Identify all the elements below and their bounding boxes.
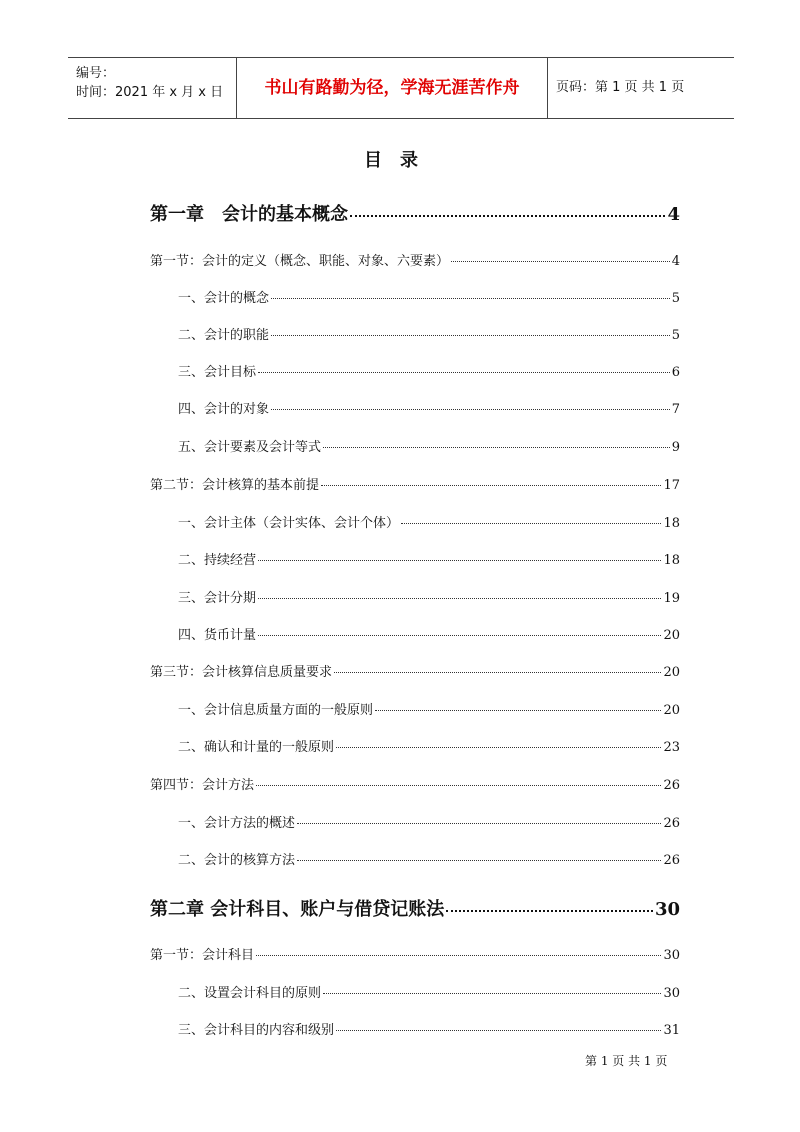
toc-entry-label: 一、会计主体（会计实体、会计个体） <box>178 516 400 531</box>
toc-entry-page: 5 <box>671 291 680 306</box>
toc-entry-item[interactable] <box>178 736 680 755</box>
toc-entry-item[interactable] <box>178 812 680 831</box>
dot-leader <box>375 710 661 711</box>
toc-entry-label: 第三节：会计核算信息质量要求 <box>150 665 333 680</box>
toc-entry-label: 一、会计信息质量方面的一般原则 <box>178 703 374 718</box>
toc-entry-item[interactable] <box>178 398 680 417</box>
toc-entry-item[interactable] <box>178 324 680 343</box>
dot-leader <box>258 372 670 373</box>
toc-entry-item[interactable] <box>178 624 680 643</box>
toc-entry-label: 二、持续经营 <box>178 553 257 568</box>
toc-entry-item[interactable] <box>178 699 680 718</box>
toc-entry-label: 第二节：会计核算的基本前提 <box>150 478 320 493</box>
toc-entry-page: 4 <box>671 254 680 269</box>
toc-entry-section[interactable] <box>150 774 680 793</box>
toc-entry-label: 四、货币计量 <box>178 628 257 643</box>
toc-entry-page: 26 <box>663 816 680 831</box>
dot-leader <box>256 955 661 956</box>
toc-entry-page: 23 <box>663 740 680 755</box>
toc-entry-section[interactable] <box>150 474 680 493</box>
dot-leader <box>323 447 670 448</box>
dot-leader <box>258 598 661 599</box>
motto: 书山有路勤为径，学海无涯苦作舟 <box>237 58 548 118</box>
toc-entry-chapter[interactable] <box>150 895 680 921</box>
dot-leader <box>350 215 665 217</box>
dot-leader <box>297 823 661 824</box>
page-title: 目录 <box>364 150 436 171</box>
toc-entry-page: 26 <box>663 853 680 868</box>
toc-entry-page: 19 <box>663 591 680 606</box>
dot-leader <box>446 910 653 912</box>
dot-leader <box>271 409 670 410</box>
toc-entry-label: 第四节：会计方法 <box>150 778 255 793</box>
toc-entry-label: 五、会计要素及会计等式 <box>178 440 322 455</box>
dot-leader <box>256 785 661 786</box>
number-label: 编号： <box>76 66 116 81</box>
toc-entry-item[interactable] <box>178 982 680 1001</box>
toc-entry-section[interactable] <box>150 944 680 963</box>
toc-entry-page: 30 <box>663 948 680 963</box>
toc-entry-label: 第一章 会计的基本概念 <box>150 204 348 225</box>
toc-entry-page: 20 <box>663 703 680 718</box>
dot-leader <box>271 335 670 336</box>
dot-leader <box>258 635 661 636</box>
toc-entry-item[interactable] <box>178 287 680 306</box>
toc-entry-page: 18 <box>663 516 680 531</box>
toc-entry-label: 一、会计方法的概述 <box>178 816 296 831</box>
toc-entry-page: 20 <box>663 665 680 680</box>
dot-leader <box>334 672 661 673</box>
dot-leader <box>271 298 670 299</box>
toc-entry-label: 二、会计的职能 <box>178 328 270 343</box>
toc-entry-item[interactable] <box>178 587 680 606</box>
toc-entry-label: 三、会计分期 <box>178 591 257 606</box>
toc-entry-page: 5 <box>671 328 680 343</box>
toc-entry-label: 第一节：会计科目 <box>150 948 255 963</box>
dot-leader <box>323 993 661 994</box>
toc-entry-page: 30 <box>663 986 680 1001</box>
dot-leader <box>336 1030 661 1031</box>
dot-leader <box>336 747 661 748</box>
page-info: 页码：第 1 页 共 1 页 <box>556 80 685 95</box>
toc-entry-label: 三、会计科目的内容和级别 <box>178 1023 335 1038</box>
toc-entry-label: 第一节：会计的定义（概念、职能、对象、六要素） <box>150 254 450 269</box>
toc-entry-page: 9 <box>671 440 680 455</box>
dot-leader <box>258 560 661 561</box>
toc-entry-page: 6 <box>671 365 680 380</box>
toc-entry-item[interactable] <box>178 512 680 531</box>
toc-entry-page: 4 <box>667 204 680 225</box>
toc-entry-label: 二、会计的核算方法 <box>178 853 296 868</box>
toc-entry-label: 一、会计的概念 <box>178 291 270 306</box>
toc-entry-page: 30 <box>654 899 680 920</box>
dot-leader <box>451 261 670 262</box>
toc-entry-label: 二、确认和计量的一般原则 <box>178 740 335 755</box>
toc-entry-page: 31 <box>663 1023 680 1038</box>
toc-entry-section[interactable] <box>150 661 680 680</box>
toc-entry-label: 三、会计目标 <box>178 365 257 380</box>
page-footer: 第 1 页 共 1 页 <box>585 1054 668 1068</box>
toc-entry-item[interactable] <box>178 549 680 568</box>
dot-leader <box>401 523 661 524</box>
toc-entry-item[interactable] <box>178 849 680 868</box>
toc-entry-label: 二、设置会计科目的原则 <box>178 986 322 1001</box>
toc-entry-item[interactable] <box>178 436 680 455</box>
dot-leader <box>321 485 661 486</box>
time-label: 时间：2021 年 x 月 x 日 <box>76 85 224 100</box>
toc-entry-label: 第二章 会计科目、账户与借贷记账法 <box>150 899 445 920</box>
toc-entry-page: 26 <box>663 778 680 793</box>
toc-entry-label: 四、会计的对象 <box>178 402 270 417</box>
toc-entry-page: 17 <box>663 478 680 493</box>
toc-entry-item[interactable] <box>178 361 680 380</box>
toc-entry-page: 7 <box>671 402 680 417</box>
toc-entry-chapter[interactable] <box>150 200 680 226</box>
toc-entry-item[interactable] <box>178 1019 680 1038</box>
toc-entry-section[interactable] <box>150 250 680 269</box>
dot-leader <box>297 860 661 861</box>
toc-entry-page: 18 <box>663 553 680 568</box>
toc-entry-page: 20 <box>663 628 680 643</box>
